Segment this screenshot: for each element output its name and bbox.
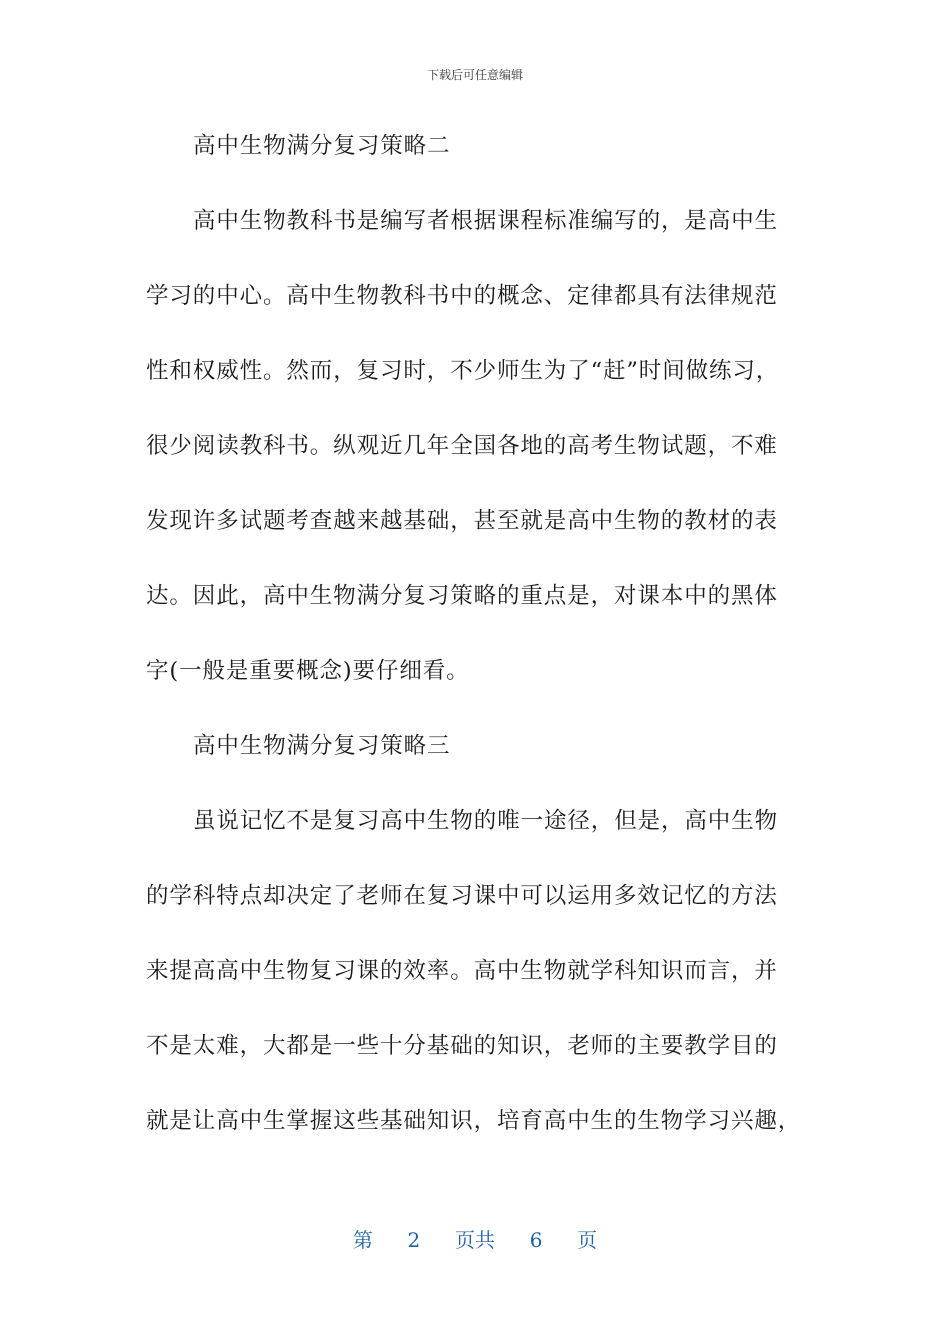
section-heading: 高中生物满分复习策略二 [193,133,451,159]
footer-total-pages: 6 [529,1228,543,1252]
paragraph-line: 来提高高中生物复习课的效率。高中生物就学科知识而言，并 [146,958,778,984]
footer-prefix: 第 [352,1228,373,1252]
document-body [146,109,806,1159]
paragraph-line: 就是让高中生掌握这些基础知识，培育高中生的生物学习兴趣， [146,1108,802,1134]
paragraph-line: 虽说记忆不是复习高中生物的唯一途径，但是，高中生物 [193,808,779,834]
paragraph-line: 不是太难，大都是一些十分基础的知识，老师的主要教学目的 [146,1033,778,1059]
section-heading: 高中生物满分复习策略三 [193,733,451,759]
page-header-note: 下载后可任意编辑 [426,68,523,82]
paragraph-line: 发现许多试题考查越来越基础，甚至就是高中生物的教材的表 [146,508,778,534]
paragraph-line: 字(一般是重要概念)要仔细看。 [146,658,470,684]
footer-current-page: 2 [407,1228,421,1252]
paragraph-line: 性和权威性。然而，复习时，不少师生为了“赶”时间做练习， [146,358,780,384]
paragraph-line: 很少阅读教科书。纵观近几年全国各地的高考生物试题，不难 [146,433,778,459]
paragraph-line: 学习的中心。高中生物教科书中的概念、定律都具有法律规范 [146,283,778,309]
page-number-footer [0,1224,950,1253]
paragraph-line: 的学科特点却决定了老师在复习课中可以运用多效记忆的方法 [146,883,778,909]
footer-suffix: 页 [577,1228,598,1252]
footer-middle: 页共 [455,1228,495,1252]
paragraph-line: 达。因此，高中生物满分复习策略的重点是，对课本中的黑体 [146,583,778,609]
paragraph-line: 高中生物教科书是编写者根据课程标准编写的，是高中生 [193,208,779,234]
